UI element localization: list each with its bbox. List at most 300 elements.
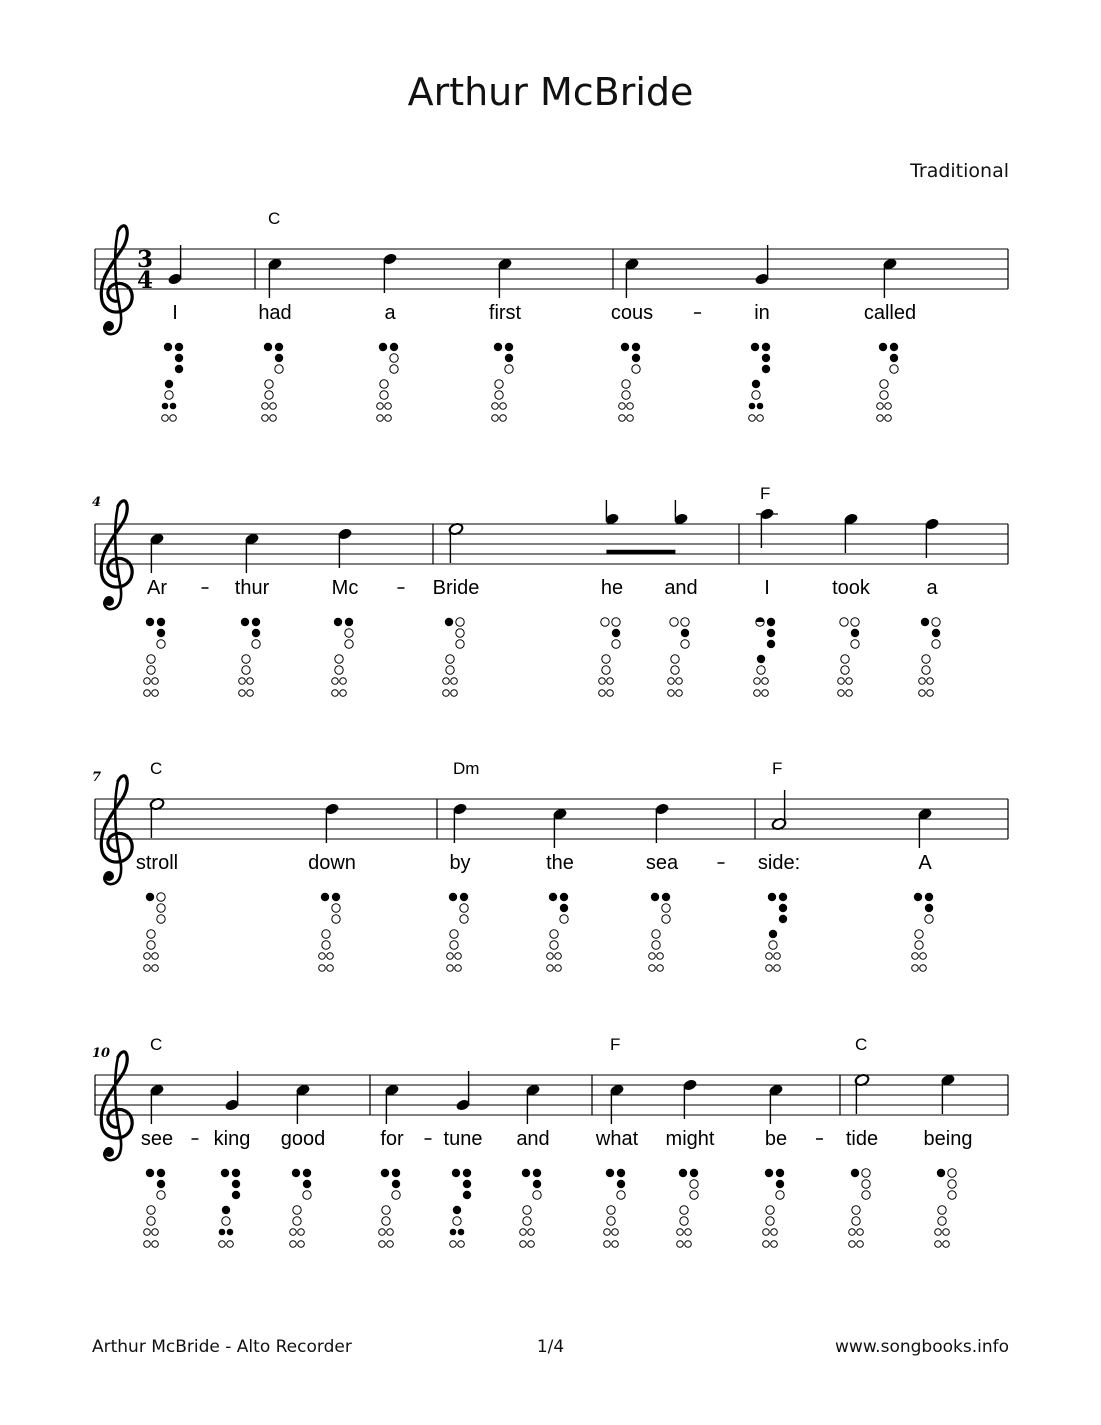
note <box>624 257 640 298</box>
hole-open <box>147 666 155 674</box>
staff-system <box>92 484 1008 696</box>
hole-open <box>446 666 454 674</box>
hole-closed <box>494 343 502 351</box>
hole-closed <box>321 893 329 901</box>
hole-closed <box>767 618 775 626</box>
hole-open <box>670 618 678 626</box>
hole-open <box>455 953 462 960</box>
hole-open <box>766 965 773 972</box>
recorder-fingering <box>262 343 283 422</box>
recorder-fingering <box>443 618 464 697</box>
hole-open <box>492 415 499 422</box>
footer-website: www.songbooks.info <box>835 1337 1009 1357</box>
recorder-fingering <box>520 1169 542 1247</box>
hole-open <box>147 941 155 949</box>
hole-open <box>771 1241 778 1248</box>
hole-open <box>925 915 933 923</box>
hole-open <box>948 1169 956 1177</box>
hole-open <box>377 415 384 422</box>
hole-closed <box>767 629 775 637</box>
hole-open <box>948 1191 956 1199</box>
hole-open <box>680 1206 688 1214</box>
measure-number: 10 <box>92 1046 111 1061</box>
hole-open <box>754 678 761 685</box>
hole-closed <box>779 915 787 923</box>
recorder-fingering <box>162 343 184 422</box>
hole-open <box>387 1241 394 1248</box>
hole-closed <box>303 1180 311 1188</box>
hole-open <box>390 365 398 373</box>
hole-open <box>520 1229 527 1236</box>
hole-open <box>862 1180 870 1188</box>
hole-closed <box>914 893 922 901</box>
treble-clef-dot <box>104 596 114 606</box>
note <box>604 500 620 526</box>
hole-open <box>147 930 155 938</box>
hole-open <box>379 1241 386 1248</box>
hole-open <box>766 1217 774 1225</box>
recorder-fingering <box>599 618 621 697</box>
recorder-fingering <box>547 893 569 972</box>
hole-open <box>677 1229 684 1236</box>
hole-closed <box>690 1169 698 1177</box>
hole-closed <box>505 343 513 351</box>
lyric-syllable: A <box>918 852 932 874</box>
hole-closed <box>221 1169 229 1177</box>
hole-open <box>612 640 620 648</box>
hole-closed <box>175 365 183 373</box>
hole-open <box>270 403 277 410</box>
hole-closed <box>505 354 513 362</box>
hole-open <box>652 930 660 938</box>
hole-open <box>920 965 927 972</box>
hole-open <box>649 965 656 972</box>
song-title: Arthur McBride <box>407 70 694 114</box>
hole-open <box>932 640 940 648</box>
hole-open <box>456 640 464 648</box>
hole-open <box>335 655 343 663</box>
recorder-fingering <box>144 893 166 972</box>
hole-closed <box>452 1169 460 1177</box>
hole-open <box>880 380 888 388</box>
lyric-syllable: side: <box>757 852 801 874</box>
note <box>843 512 859 553</box>
hole-open <box>252 640 260 648</box>
hole-open <box>607 1206 615 1214</box>
hole-open <box>170 415 177 422</box>
hole-open <box>380 380 388 388</box>
hole-open <box>935 1241 942 1248</box>
hole-closed <box>275 343 283 351</box>
recorder-fingering <box>619 343 641 422</box>
hole-closed <box>632 343 640 351</box>
hole-open <box>327 965 334 972</box>
recorder-fingering <box>677 1169 699 1247</box>
hole-closed <box>651 893 659 901</box>
hole-open <box>460 915 468 923</box>
note <box>682 1078 698 1119</box>
recorder-fingering <box>604 1169 626 1247</box>
hole-closed <box>157 1180 165 1188</box>
time-signature-top: 3 <box>136 246 154 273</box>
hole-open <box>622 380 630 388</box>
lyric-syllable: in <box>754 302 770 324</box>
hole-open <box>523 1217 531 1225</box>
hole-open <box>447 965 454 972</box>
hole-closed <box>851 1169 859 1177</box>
hole-closed <box>879 343 887 351</box>
hole-open <box>157 904 165 912</box>
treble-clef-dot <box>104 321 114 331</box>
hole-open <box>453 1217 461 1225</box>
lyric-syllable: called <box>863 302 917 324</box>
footer-page-number: 1/4 <box>536 1337 565 1357</box>
lyric-syllable: being <box>923 1128 973 1150</box>
hole-closed <box>921 618 929 626</box>
hole-open <box>602 666 610 674</box>
hole-open <box>385 403 392 410</box>
hole-open <box>680 1217 688 1225</box>
lyric-syllable: had <box>258 302 292 324</box>
lyric-syllable: I <box>764 577 770 599</box>
hole-open <box>162 415 169 422</box>
note <box>149 532 165 573</box>
hole-open <box>754 690 761 697</box>
hole-open <box>662 915 670 923</box>
hole-closed <box>445 618 453 626</box>
recorder-fingering <box>754 618 776 697</box>
hole-open <box>293 1217 301 1225</box>
hole-closed <box>157 629 165 637</box>
hole-open <box>319 953 326 960</box>
hole-closed <box>749 403 756 410</box>
lyric-syllable: Bride <box>432 577 480 599</box>
hole-open <box>852 1206 860 1214</box>
note <box>756 507 778 548</box>
lyric-syllable: Ar <box>147 577 167 599</box>
hole-open <box>460 904 468 912</box>
hole-open <box>239 690 246 697</box>
hole-open <box>920 953 927 960</box>
hole-closed <box>890 343 898 351</box>
hole-open <box>763 1229 770 1236</box>
treble-clef <box>101 501 132 609</box>
hole-open <box>948 1180 956 1188</box>
hole-open <box>627 403 634 410</box>
hole-open <box>505 365 513 373</box>
hole-open <box>890 365 898 373</box>
hole-open <box>915 941 923 949</box>
hole-closed <box>146 618 154 626</box>
hole-closed <box>463 1169 471 1177</box>
recorder-fingering <box>379 1169 400 1247</box>
hole-open <box>340 690 347 697</box>
hole-closed <box>463 1180 471 1188</box>
hole-open <box>528 1241 535 1248</box>
recorder-fingering <box>649 893 671 972</box>
hole-open <box>322 941 330 949</box>
chord-symbol: Dm <box>453 759 480 778</box>
hole-closed <box>606 1169 614 1177</box>
hole-closed <box>222 1206 230 1214</box>
hole-open <box>447 953 454 960</box>
note <box>167 245 183 286</box>
hole-closed <box>767 640 775 648</box>
hole-open <box>915 930 923 938</box>
hole-closed <box>390 343 398 351</box>
hole-closed <box>762 354 770 362</box>
hole-open <box>242 655 250 663</box>
chord-symbol: F <box>772 759 783 778</box>
hole-open <box>219 1241 226 1248</box>
hole-closed <box>751 343 759 351</box>
hole-open <box>157 640 165 648</box>
hole-open <box>455 965 462 972</box>
note <box>324 802 340 843</box>
hole-open <box>345 629 353 637</box>
lyric-syllable: he <box>600 577 624 599</box>
note <box>854 1073 870 1114</box>
measure-number: 7 <box>92 770 102 785</box>
lyric-syllable: and <box>664 577 698 599</box>
hole-open <box>607 690 614 697</box>
hole-open <box>774 953 781 960</box>
hole-open <box>456 629 464 637</box>
hole-open <box>599 690 606 697</box>
note <box>149 797 165 838</box>
hole-closed <box>779 893 787 901</box>
hole-open <box>671 666 679 674</box>
hole-closed <box>264 343 272 351</box>
lyric-syllable: see <box>140 1128 174 1150</box>
hole-open <box>880 391 888 399</box>
hole-closed <box>617 1169 625 1177</box>
hole-open <box>943 1241 950 1248</box>
hole-closed <box>392 1180 400 1188</box>
hole-closed <box>752 380 760 388</box>
hole-closed <box>450 1229 457 1236</box>
hole-closed <box>146 1169 154 1177</box>
hole-open <box>144 965 151 972</box>
hole-open <box>676 690 683 697</box>
hole-open <box>932 618 940 626</box>
hole-closed <box>227 1229 234 1236</box>
hole-open <box>922 666 930 674</box>
hole-open <box>602 655 610 663</box>
hole-closed <box>252 629 260 637</box>
lyric-syllable: thur <box>234 577 270 599</box>
hole-open <box>752 391 760 399</box>
hole-closed <box>252 618 260 626</box>
lyric-syllable: good <box>280 1128 326 1150</box>
hole-open <box>927 690 934 697</box>
hole-open <box>500 403 507 410</box>
lyric-syllable: tide <box>845 1128 879 1150</box>
hole-open <box>152 690 159 697</box>
hole-open <box>451 690 458 697</box>
hole-open <box>443 690 450 697</box>
hole-open <box>290 1241 297 1248</box>
note <box>452 802 468 843</box>
hole-open <box>599 678 606 685</box>
hole-open <box>450 1241 457 1248</box>
hole-open <box>152 1229 159 1236</box>
hole-open <box>377 403 384 410</box>
note <box>244 532 260 573</box>
hole-open <box>668 678 675 685</box>
hole-open <box>227 1241 234 1248</box>
hole-closed <box>522 1169 530 1177</box>
recorder-fingering <box>144 1169 166 1247</box>
hole-closed <box>175 354 183 362</box>
recorder-fingering <box>290 1169 311 1247</box>
hole-closed <box>219 1229 226 1236</box>
hole-closed <box>762 343 770 351</box>
note <box>673 500 689 526</box>
hole-closed <box>662 893 670 901</box>
hole-closed <box>768 893 776 901</box>
hole-open <box>332 690 339 697</box>
hole-open <box>690 1180 698 1188</box>
hole-open <box>776 1191 784 1199</box>
time-signature-bottom: 4 <box>136 267 154 294</box>
recorder-fingering <box>219 1169 241 1247</box>
hole-open <box>332 904 340 912</box>
hole-open <box>601 618 609 626</box>
hole-open <box>938 1206 946 1214</box>
hole-open <box>604 1229 611 1236</box>
hole-open <box>877 415 884 422</box>
hole-closed <box>617 1180 625 1188</box>
staff-system <box>92 1035 1008 1247</box>
hole-open <box>550 941 558 949</box>
hole-open <box>849 1241 856 1248</box>
hole-open <box>157 915 165 923</box>
recorder-fingering <box>766 893 788 972</box>
chord-symbol: F <box>610 1035 621 1054</box>
hole-open <box>303 1191 311 1199</box>
hole-closed <box>175 343 183 351</box>
lyric-syllable: sea <box>645 852 679 874</box>
hole-closed <box>453 1206 461 1214</box>
hole-closed <box>937 1169 945 1177</box>
hole-open <box>152 965 159 972</box>
recorder-fingering <box>919 618 941 697</box>
hole-open <box>943 1229 950 1236</box>
staff-system <box>92 759 1008 971</box>
hole-closed <box>632 354 640 362</box>
hole-open <box>857 1241 864 1248</box>
hole-closed <box>334 618 342 626</box>
note <box>771 790 787 831</box>
hole-open <box>671 655 679 663</box>
lyric-syllable: took <box>832 577 870 599</box>
hole-closed <box>925 904 933 912</box>
recorder-fingering <box>763 1169 785 1247</box>
hole-open <box>520 1241 527 1248</box>
lyric-syllable: might <box>665 1128 715 1150</box>
hole-closed <box>232 1180 240 1188</box>
hole-open <box>335 666 343 674</box>
hole-open <box>265 380 273 388</box>
hole-open <box>838 678 845 685</box>
hole-open <box>912 965 919 972</box>
hole-open <box>846 690 853 697</box>
hole-open <box>523 1206 531 1214</box>
lyric-syllable: down <box>308 852 356 874</box>
recorder-fingering <box>912 893 934 972</box>
lyric-syllable: first <box>488 302 522 324</box>
hole-open <box>152 953 159 960</box>
hole-open <box>239 678 246 685</box>
hole-open <box>771 1229 778 1236</box>
note <box>552 807 568 848</box>
hole-open <box>152 678 159 685</box>
hole-closed <box>776 1169 784 1177</box>
hole-closed <box>292 1169 300 1177</box>
hole-closed <box>851 629 859 637</box>
note <box>768 1083 784 1124</box>
hole-open <box>676 678 683 685</box>
hole-open <box>144 690 151 697</box>
lyric-syllable: the <box>546 852 574 874</box>
note <box>754 245 770 286</box>
hole-open <box>382 1217 390 1225</box>
hole-open <box>652 941 660 949</box>
hole-open <box>749 415 756 422</box>
hole-closed <box>776 1180 784 1188</box>
hole-open <box>265 391 273 399</box>
recorder-fingering <box>749 343 771 422</box>
hole-open <box>912 953 919 960</box>
hole-open <box>222 1217 230 1225</box>
chord-symbol: C <box>268 209 281 228</box>
hole-closed <box>275 354 283 362</box>
hole-open <box>262 403 269 410</box>
hole-open <box>147 655 155 663</box>
hole-open <box>332 678 339 685</box>
hole-open <box>622 391 630 399</box>
hole-open <box>685 1229 692 1236</box>
hole-open <box>533 1191 541 1199</box>
hole-open <box>604 1241 611 1248</box>
chord-symbol: C <box>150 1035 163 1054</box>
hole-open <box>769 941 777 949</box>
hole-closed <box>241 618 249 626</box>
hole-open <box>492 403 499 410</box>
hole-open <box>152 1241 159 1248</box>
hole-open <box>657 953 664 960</box>
hole-open <box>560 915 568 923</box>
hole-closed <box>762 365 770 373</box>
staff-system <box>95 209 1008 421</box>
hole-open <box>390 354 398 362</box>
hole-open <box>247 690 254 697</box>
lyric-syllable: tune <box>443 1128 483 1150</box>
hole-open <box>340 678 347 685</box>
recorder-fingering <box>332 618 353 697</box>
hole-open <box>662 904 670 912</box>
hole-closed <box>164 343 172 351</box>
hole-open <box>547 953 554 960</box>
hole-open <box>550 930 558 938</box>
hole-open <box>840 618 848 626</box>
hole-open <box>857 1229 864 1236</box>
hole-closed <box>765 1169 773 1177</box>
hole-open <box>319 965 326 972</box>
hole-open <box>456 618 464 626</box>
hole-open <box>450 941 458 949</box>
